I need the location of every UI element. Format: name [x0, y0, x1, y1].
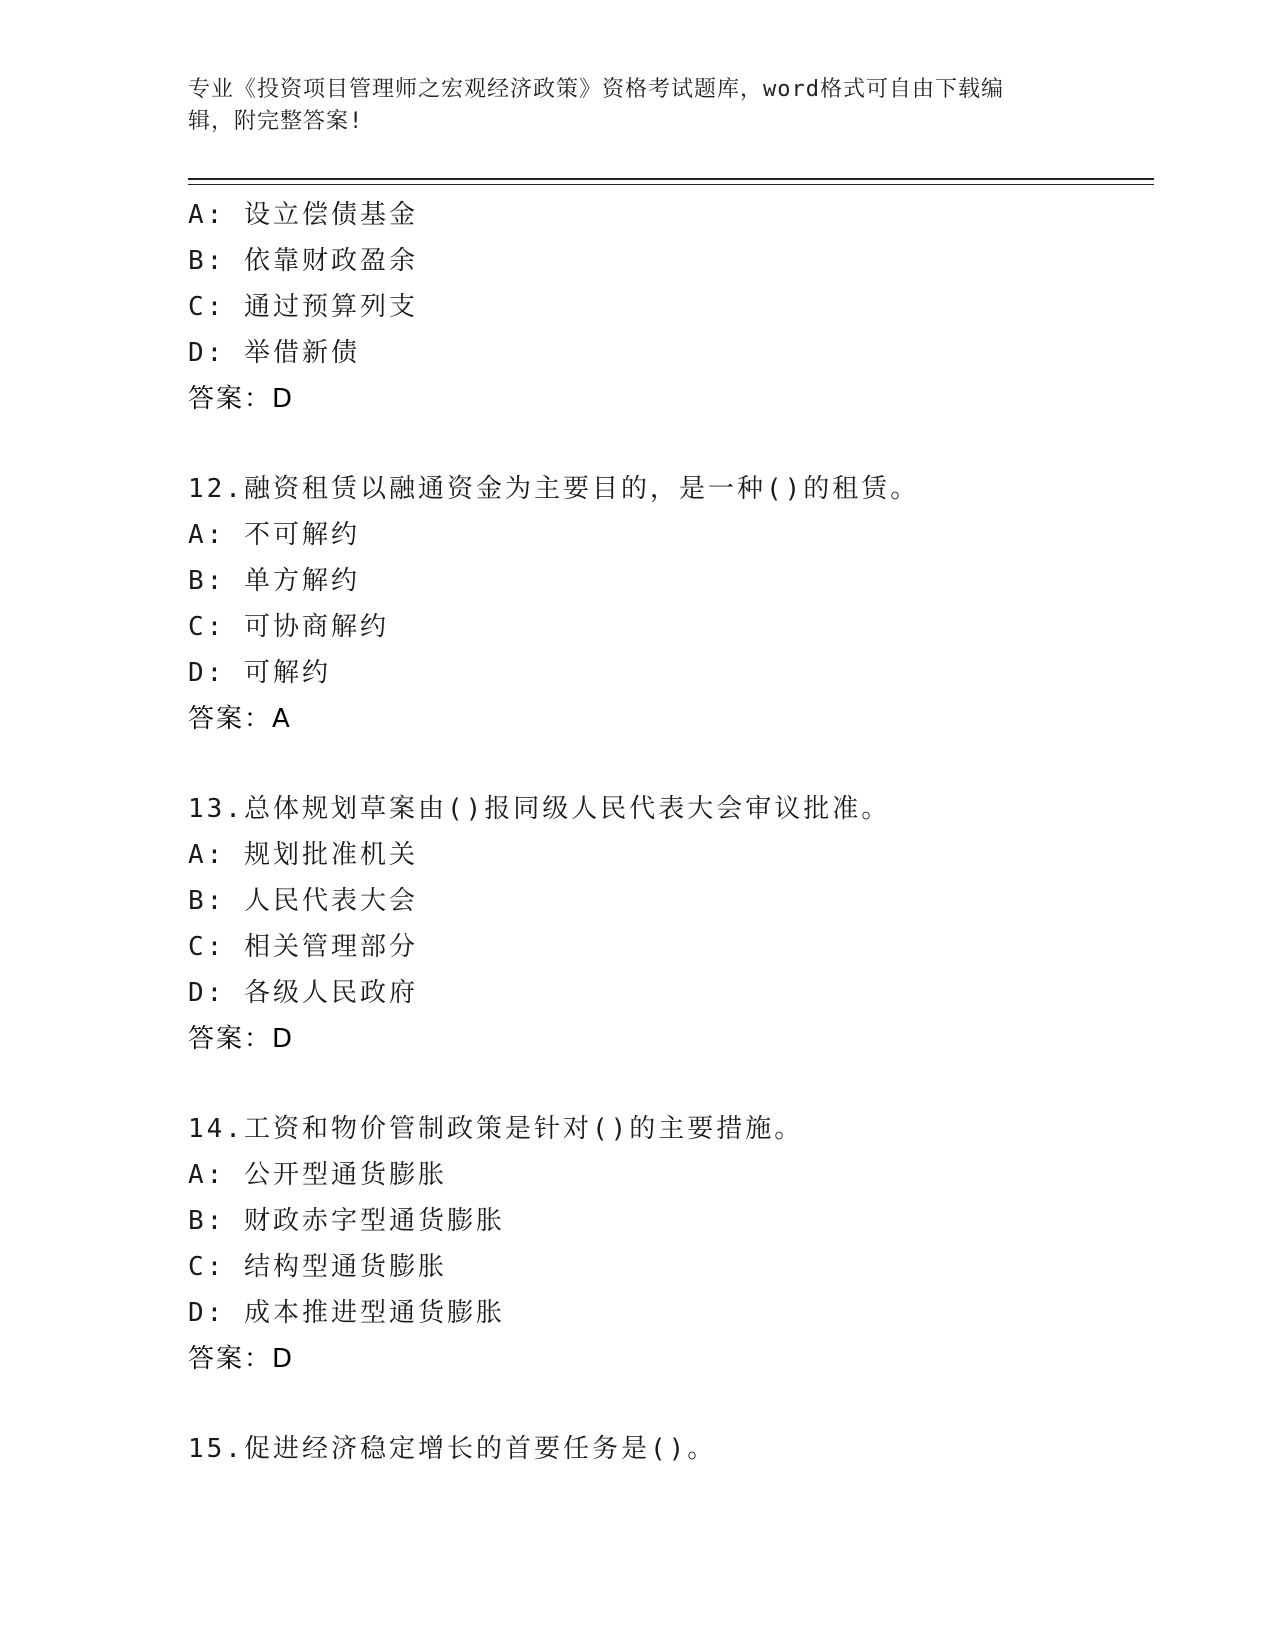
header-divider-thin — [188, 184, 1154, 185]
option-c: C: 结构型通货膨胀 — [188, 1252, 447, 1282]
question-text: 15.促进经济稳定增长的首要任务是()。 — [188, 1434, 717, 1464]
question-block-12 — [188, 466, 1148, 742]
header-line-1: 专业《投资项目管理师之宏观经济政策》资格考试题库，word格式可自由下载编 — [188, 77, 1004, 102]
question-block-14 — [188, 1106, 1148, 1382]
option-b: B: 单方解约 — [188, 566, 360, 596]
question-text: 13.总体规划草案由()报同级人民代表大会审议批准。 — [188, 794, 891, 824]
question-content — [188, 192, 1148, 1472]
header-divider-thick — [188, 178, 1154, 180]
question-text: 14.工资和物价管制政策是针对()的主要措施。 — [188, 1114, 804, 1144]
option-b: B: 人民代表大会 — [188, 886, 418, 916]
question-block-11 — [188, 192, 1148, 422]
question-block-15 — [188, 1426, 1148, 1472]
answer-line: 答案：D — [188, 1344, 295, 1374]
option-b: B: 依靠财政盈余 — [188, 246, 418, 276]
answer-line: 答案：A — [188, 704, 292, 734]
answer-line: 答案：D — [188, 384, 295, 414]
option-b: B: 财政赤字型通货膨胀 — [188, 1206, 505, 1236]
option-c: C: 相关管理部分 — [188, 932, 418, 962]
question-block-13 — [188, 786, 1148, 1062]
question-text: 12.融资租赁以融通资金为主要目的，是一种()的租赁。 — [188, 474, 920, 504]
header-line-2: 辑，附完整答案! — [188, 109, 364, 134]
option-a: A: 公开型通货膨胀 — [188, 1160, 447, 1190]
document-header — [188, 74, 1088, 138]
answer-line: 答案：D — [188, 1024, 295, 1054]
option-a: A: 设立偿债基金 — [188, 200, 418, 230]
option-c: C: 可协商解约 — [188, 612, 389, 642]
option-a: A: 规划批准机关 — [188, 840, 418, 870]
option-d: D: 可解约 — [188, 658, 331, 688]
option-d: D: 各级人民政府 — [188, 978, 418, 1008]
option-d: D: 举借新债 — [188, 338, 360, 368]
option-d: D: 成本推进型通货膨胀 — [188, 1298, 505, 1328]
option-c: C: 通过预算列支 — [188, 292, 418, 322]
option-a: A: 不可解约 — [188, 520, 360, 550]
